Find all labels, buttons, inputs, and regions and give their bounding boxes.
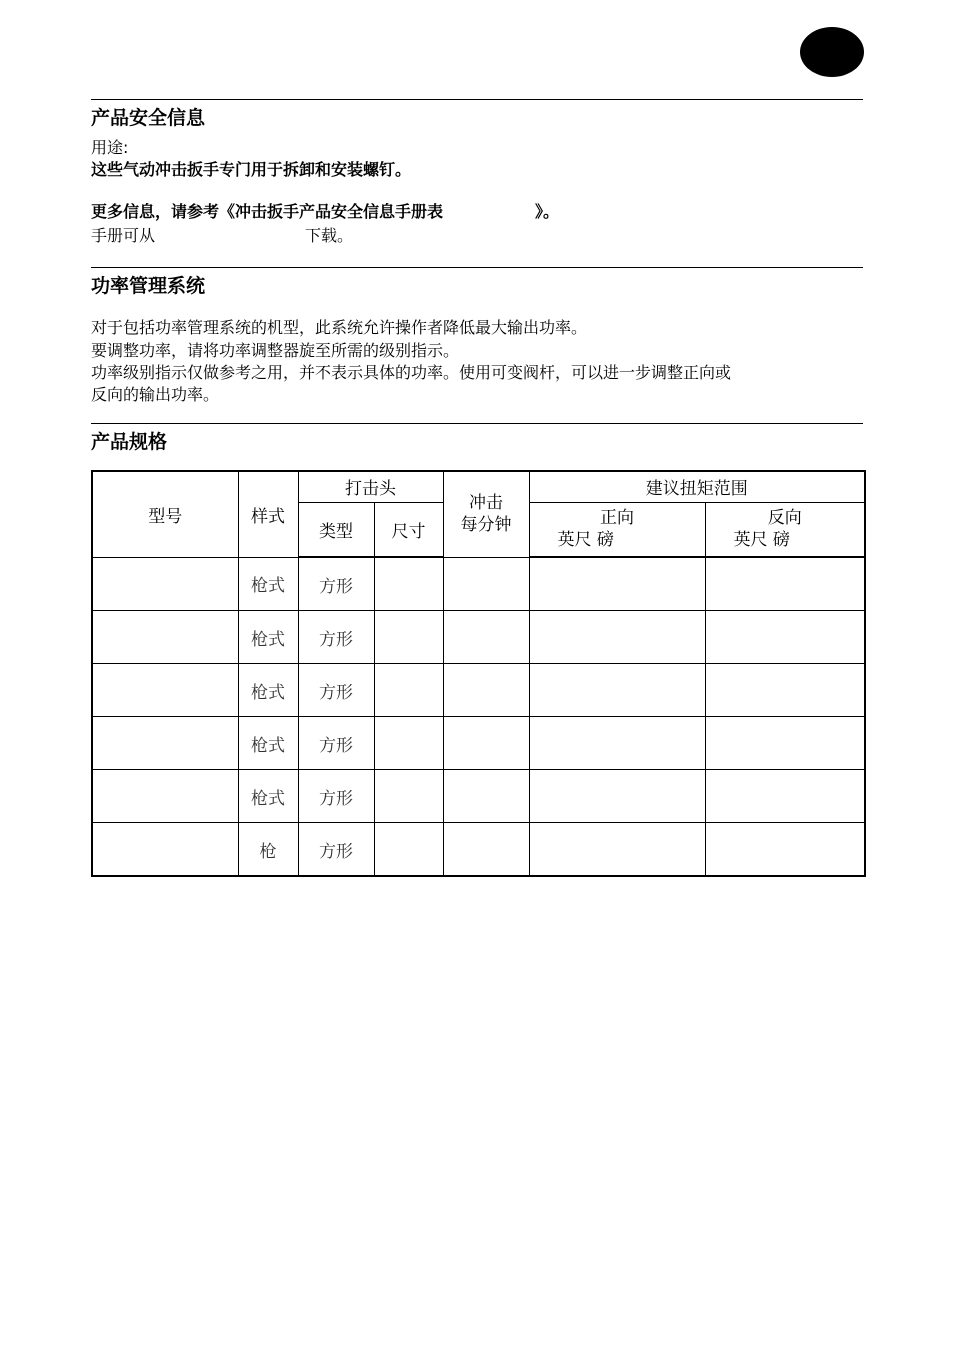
- cell-style: 枪式: [238, 770, 298, 823]
- manual-prefix: 手册可从: [91, 226, 156, 245]
- cell-forward: [529, 611, 705, 664]
- table-row: [92, 717, 865, 770]
- cell-model: [92, 557, 238, 611]
- header-style: 样式: [238, 471, 298, 557]
- cell-type: 方形: [298, 557, 374, 611]
- cell-size: [374, 664, 443, 717]
- table-row: [92, 770, 865, 823]
- cell-model: [92, 823, 238, 877]
- power-line-2: 要调整功率，请将功率调整器旋至所需的级别指示。: [91, 341, 460, 360]
- cell-style: 枪式: [238, 611, 298, 664]
- table-row: [92, 664, 865, 717]
- cell-type: 方形: [298, 717, 374, 770]
- usage-text: 这些气动冲击扳手专门用于拆卸和安装螺钉。: [91, 160, 412, 179]
- cell-style: 枪: [238, 823, 298, 877]
- cell-forward: [529, 557, 705, 611]
- cell-reverse: [705, 770, 865, 823]
- power-line-1: 对于包括功率管理系统的机型，此系统允许操作者降低最大输出功率。: [91, 318, 588, 337]
- divider: [91, 99, 863, 100]
- header-forward-label: 正向: [600, 508, 634, 529]
- cell-type: 方形: [298, 823, 374, 877]
- cell-reverse: [705, 717, 865, 770]
- manual-suffix: 下载。: [305, 226, 354, 245]
- header-head: 打击头: [298, 471, 443, 502]
- spec-table: [91, 470, 866, 877]
- divider: [91, 267, 863, 268]
- cell-size: [374, 823, 443, 877]
- cell-type: 方形: [298, 664, 374, 717]
- power-line-4: 反向的输出功率。: [91, 385, 220, 404]
- cell-model: [92, 717, 238, 770]
- cell-size: [374, 770, 443, 823]
- section-title-spec: 产品规格: [91, 431, 168, 453]
- cell-impact: [443, 611, 529, 664]
- section-title-power: 功率管理系统: [91, 275, 206, 297]
- cell-style: 枪式: [238, 557, 298, 611]
- cell-size: [374, 717, 443, 770]
- header-head-type: 类型: [298, 502, 374, 557]
- power-line-3: 功率级别指示仅做参考之用，并不表示具体的功率。使用可变阀杆，可以进一步调整正向或: [91, 363, 732, 382]
- cell-reverse: [705, 557, 865, 611]
- cell-impact: [443, 770, 529, 823]
- cell-model: [92, 770, 238, 823]
- header-reverse-label: 反向: [767, 508, 802, 529]
- more-info-prefix: 更多信息，请参考《冲击扳手产品安全信息手册表: [91, 202, 444, 221]
- header-impact-line1: 冲击: [469, 493, 503, 514]
- cell-size: [374, 611, 443, 664]
- cell-reverse: [705, 664, 865, 717]
- header-reverse-units: 英尺 磅: [733, 530, 790, 551]
- more-info-suffix: 》。: [535, 202, 560, 221]
- cell-forward: [529, 717, 705, 770]
- table-row: [92, 823, 865, 877]
- header-reverse: [705, 502, 865, 557]
- cell-impact: [443, 557, 529, 611]
- cell-reverse: [705, 611, 865, 664]
- header-forward-units: 英尺 磅: [557, 530, 614, 551]
- header-impact: [443, 471, 529, 557]
- cell-impact: [443, 717, 529, 770]
- header-forward: [529, 502, 705, 557]
- table-row: [92, 557, 865, 611]
- cell-style: 枪式: [238, 664, 298, 717]
- table-row: [92, 611, 865, 664]
- cell-reverse: [705, 823, 865, 877]
- cell-forward: [529, 770, 705, 823]
- cell-forward: [529, 664, 705, 717]
- section-title-safety: 产品安全信息: [91, 107, 206, 129]
- cell-model: [92, 611, 238, 664]
- cell-type: 方形: [298, 611, 374, 664]
- divider: [91, 423, 863, 424]
- cell-impact: [443, 664, 529, 717]
- header-impact-line2: 每分钟: [460, 515, 512, 536]
- cell-forward: [529, 823, 705, 877]
- manual-download-text: [91, 225, 353, 247]
- header-head-size: 尺寸: [374, 502, 443, 557]
- language-badge: [800, 27, 864, 77]
- header-torque: 建议扭矩范围: [529, 471, 865, 502]
- cell-size: [374, 557, 443, 611]
- cell-model: [92, 664, 238, 717]
- cell-type: 方形: [298, 770, 374, 823]
- more-info-text: [91, 201, 559, 223]
- cell-impact: [443, 823, 529, 877]
- usage-label: 用途:: [91, 138, 129, 157]
- cell-style: 枪式: [238, 717, 298, 770]
- header-model: 型号: [92, 471, 238, 557]
